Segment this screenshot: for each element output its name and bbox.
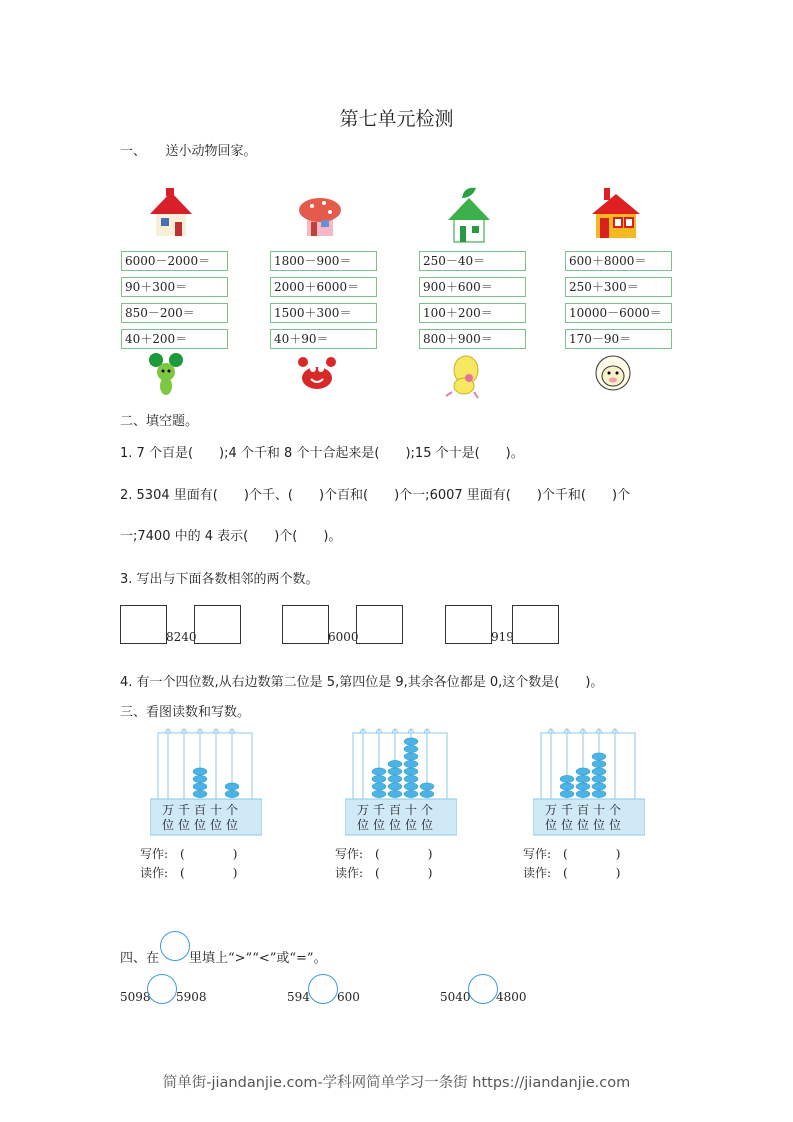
write-answer[interactable]: 写作: ( ) bbox=[335, 847, 433, 861]
bead bbox=[560, 775, 574, 782]
answer-box[interactable] bbox=[356, 605, 403, 644]
answer-box[interactable] bbox=[120, 605, 167, 644]
place-name: 个 bbox=[226, 803, 239, 817]
bead bbox=[193, 783, 207, 790]
bead bbox=[388, 783, 402, 790]
given-number: 8240 bbox=[166, 630, 197, 644]
bead bbox=[576, 775, 590, 782]
section4-heading-post: 里填上“>”“<”或“=”。 bbox=[189, 951, 327, 966]
question-2-cont: 一;7400 中的 4 表示( )个( )。 bbox=[120, 529, 342, 544]
bead bbox=[592, 783, 606, 790]
bead bbox=[372, 790, 386, 797]
place-name: 十 bbox=[405, 803, 418, 817]
bead bbox=[388, 768, 402, 775]
section1-heading: 一、 送小动物回家。 bbox=[120, 144, 257, 159]
place-suffix: 位 bbox=[609, 818, 622, 832]
right-number: 4800 bbox=[496, 990, 527, 1004]
bead bbox=[193, 790, 207, 797]
section4-heading bbox=[120, 947, 327, 966]
equation-box: 90＋300＝ bbox=[121, 277, 228, 297]
equation-box: 6000－2000＝ bbox=[121, 251, 228, 271]
animal-yellow-chick-icon bbox=[444, 352, 484, 404]
bead bbox=[225, 783, 239, 790]
equation-box: 40＋90＝ bbox=[270, 329, 377, 349]
read-answer[interactable]: 读作: ( ) bbox=[140, 866, 238, 880]
bead bbox=[193, 775, 207, 782]
place-suffix: 位 bbox=[593, 818, 606, 832]
place-suffix: 位 bbox=[373, 818, 386, 832]
place-name: 百 bbox=[389, 803, 402, 817]
bead bbox=[388, 775, 402, 782]
equation-box: 600＋8000＝ bbox=[565, 251, 672, 271]
question-3: 3. 写出与下面各数相邻的两个数。 bbox=[120, 572, 319, 587]
place-name: 万 bbox=[545, 803, 558, 817]
answer-box[interactable] bbox=[282, 605, 329, 644]
bead bbox=[225, 790, 239, 797]
place-suffix: 位 bbox=[421, 818, 434, 832]
place-name: 千 bbox=[373, 803, 386, 817]
bead bbox=[372, 783, 386, 790]
right-number: 5908 bbox=[176, 990, 207, 1004]
compare-circle[interactable] bbox=[468, 974, 498, 1004]
given-number: 919 bbox=[491, 630, 514, 644]
place-suffix: 位 bbox=[405, 818, 418, 832]
right-number: 600 bbox=[337, 990, 360, 1004]
place-name: 个 bbox=[609, 803, 622, 817]
place-name: 百 bbox=[194, 803, 207, 817]
place-suffix: 位 bbox=[561, 818, 574, 832]
question-4: 4. 有一个四位数,从右边数第二位是 5,第四位是 9,其余各位都是 0,这个数是( )。 bbox=[120, 675, 604, 690]
compare-circle[interactable] bbox=[308, 974, 338, 1004]
equation-box: 900＋600＝ bbox=[419, 277, 526, 297]
equation-box: 170－90＝ bbox=[565, 329, 672, 349]
equation-box: 800＋900＝ bbox=[419, 329, 526, 349]
question-2: 2. 5304 里面有( )个千、( )个百和( )个一;6007 里面有( )个千和( )个 bbox=[120, 488, 631, 503]
footer-watermark: 简单街-jiandanjie.com-学科网简单学习一条街 https://jiandanjie.com bbox=[162, 1075, 631, 1091]
place-name: 百 bbox=[577, 803, 590, 817]
bead bbox=[372, 768, 386, 775]
place-suffix: 位 bbox=[577, 818, 590, 832]
bead bbox=[404, 783, 418, 790]
place-suffix: 位 bbox=[226, 818, 239, 832]
place-suffix: 位 bbox=[210, 818, 223, 832]
read-answer[interactable]: 读作: ( ) bbox=[335, 866, 433, 880]
animal-green-mouse-icon bbox=[146, 352, 186, 401]
bead bbox=[576, 768, 590, 775]
place-name: 个 bbox=[421, 803, 434, 817]
equation-box: 10000－6000＝ bbox=[565, 303, 672, 323]
bead bbox=[404, 745, 418, 752]
place-name: 十 bbox=[593, 803, 606, 817]
given-number: 6000 bbox=[328, 630, 359, 644]
bead bbox=[576, 783, 590, 790]
equation-box: 250－40＝ bbox=[419, 251, 526, 271]
bead bbox=[404, 760, 418, 767]
left-number: 594 bbox=[287, 990, 310, 1004]
bead bbox=[404, 738, 418, 745]
place-suffix: 位 bbox=[162, 818, 175, 832]
place-name: 万 bbox=[357, 803, 370, 817]
write-answer[interactable]: 写作: ( ) bbox=[140, 847, 238, 861]
bead bbox=[592, 790, 606, 797]
bead bbox=[560, 790, 574, 797]
place-suffix: 位 bbox=[389, 818, 402, 832]
answer-box[interactable] bbox=[194, 605, 241, 644]
bead bbox=[404, 790, 418, 797]
bead bbox=[404, 768, 418, 775]
left-number: 5098 bbox=[120, 990, 151, 1004]
page-title: 第七单元检测 bbox=[339, 108, 454, 130]
answer-box[interactable] bbox=[512, 605, 559, 644]
equation-box: 1500＋300＝ bbox=[270, 303, 377, 323]
equation-box: 100＋200＝ bbox=[419, 303, 526, 323]
bead bbox=[560, 783, 574, 790]
bead bbox=[193, 768, 207, 775]
bead bbox=[404, 753, 418, 760]
place-suffix: 位 bbox=[194, 818, 207, 832]
write-answer[interactable]: 写作: ( ) bbox=[523, 847, 621, 861]
equation-box: 850－200＝ bbox=[121, 303, 228, 323]
bead bbox=[404, 775, 418, 782]
bead bbox=[372, 775, 386, 782]
place-name: 万 bbox=[162, 803, 175, 817]
bead bbox=[388, 790, 402, 797]
house-yellow-house-icon bbox=[590, 186, 642, 245]
bead bbox=[576, 790, 590, 797]
bead bbox=[592, 760, 606, 767]
place-name: 千 bbox=[561, 803, 574, 817]
example-circle-icon bbox=[160, 931, 190, 961]
question-1: 1. 7 个百是( );4 个千和 8 个十合起来是( );15 个十是( )。 bbox=[120, 446, 524, 461]
bead bbox=[592, 768, 606, 775]
bead bbox=[592, 753, 606, 760]
section3-heading: 三、看图读数和写数。 bbox=[120, 705, 251, 720]
bead bbox=[388, 760, 402, 767]
equation-box: 250＋300＝ bbox=[565, 277, 672, 297]
bead bbox=[592, 775, 606, 782]
place-suffix: 位 bbox=[357, 818, 370, 832]
place-suffix: 位 bbox=[178, 818, 191, 832]
equation-box: 2000＋6000＝ bbox=[270, 277, 377, 297]
section2-heading: 二、填空题。 bbox=[120, 414, 199, 429]
section4-heading-pre: 四、在 bbox=[120, 951, 160, 966]
equation-box: 1800－900＝ bbox=[270, 251, 377, 271]
house-red-cottage-icon bbox=[146, 186, 196, 245]
compare-circle[interactable] bbox=[147, 974, 177, 1004]
left-number: 5040 bbox=[440, 990, 471, 1004]
equation-box: 40＋200＝ bbox=[121, 329, 228, 349]
house-green-house-icon bbox=[444, 186, 494, 250]
place-name: 十 bbox=[210, 803, 223, 817]
place-name: 千 bbox=[178, 803, 191, 817]
bead bbox=[420, 783, 434, 790]
animal-white-sheep-icon bbox=[590, 352, 636, 400]
answer-box[interactable] bbox=[445, 605, 492, 644]
animal-red-crab-icon bbox=[295, 352, 339, 398]
read-answer[interactable]: 读作: ( ) bbox=[523, 866, 621, 880]
place-suffix: 位 bbox=[545, 818, 558, 832]
house-mushroom-house-icon bbox=[295, 186, 345, 245]
bead bbox=[420, 790, 434, 797]
